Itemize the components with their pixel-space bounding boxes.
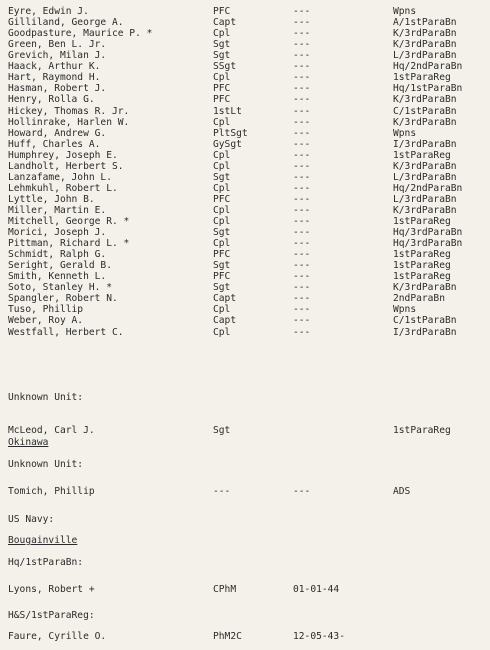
- rank-cell: Sgt: [213, 39, 231, 51]
- unit-cell: 1stParaReg: [393, 249, 451, 261]
- date-cell: ---: [293, 39, 311, 51]
- unit-cell: K/3rdParaBn: [393, 28, 457, 40]
- name-cell: Smith, Kenneth L.: [8, 271, 107, 283]
- section-label-unknown-unit: Unknown Unit:: [8, 392, 84, 403]
- unit-cell: C/1stParaBn: [393, 105, 457, 117]
- date-cell: ---: [293, 83, 311, 95]
- date-cell: ---: [293, 260, 311, 272]
- unit-cell: K/3rdParaBn: [393, 204, 457, 216]
- name-cell: Schmidt, Ralph G.: [8, 249, 107, 261]
- rank-cell: Sgt: [213, 171, 231, 183]
- name-cell: Hart, Raymond H.: [8, 72, 101, 84]
- date-cell: ---: [293, 282, 311, 294]
- section-label-hq-1stparabn: Hq/1stParaBn:: [8, 557, 84, 568]
- rank-cell: PFC: [213, 249, 231, 261]
- rank-cell: Cpl: [213, 304, 231, 316]
- date-cell: ---: [293, 28, 311, 40]
- date-cell: ---: [293, 193, 311, 205]
- rank-cell: Sgt: [213, 260, 231, 272]
- rank-cell: Sgt: [213, 227, 231, 238]
- rank-cell: Capt: [213, 293, 237, 305]
- name-cell: Westfall, Herbert C.: [8, 326, 124, 338]
- rank-cell: PhM2C: [213, 631, 242, 642]
- date-cell: ---: [293, 138, 311, 150]
- unit-cell: K/3rdParaBn: [393, 160, 457, 172]
- date-cell: ---: [293, 315, 311, 327]
- rank-cell: Sgt: [213, 50, 231, 62]
- date-cell: ---: [293, 127, 311, 139]
- name-cell: Goodpasture, Maurice P. *: [8, 28, 153, 40]
- date-cell: ---: [293, 17, 311, 29]
- unit-cell: A/1stParaBn: [393, 17, 457, 29]
- date-cell: ---: [293, 72, 311, 84]
- unit-cell: Hq/1stParaBn: [393, 83, 463, 95]
- rank-cell: PFC: [213, 94, 231, 106]
- rank-cell: PFC: [213, 193, 231, 205]
- date-cell: ---: [293, 238, 311, 250]
- unit-cell: Hq/3rdParaBn: [393, 238, 463, 250]
- section-heading-bougainville: Bougainville: [8, 535, 78, 546]
- name-cell: Hickey, Thomas R. Jr.: [8, 105, 130, 117]
- rank-cell: CPhM: [213, 584, 237, 595]
- name-cell: Landholt, Herbert S.: [8, 160, 124, 172]
- name-cell: Grevich, Milan J.: [8, 50, 107, 62]
- table-row-lyons: [0, 584, 490, 596]
- name-cell: Eyre, Edwin J.: [8, 6, 89, 17]
- name-cell: Lanzafame, John L.: [8, 171, 112, 183]
- name-cell: Green, Ben L. Jr.: [8, 39, 107, 51]
- rank-cell: Cpl: [213, 72, 231, 84]
- date-cell: 12-05-43-: [293, 631, 345, 642]
- rank-cell: Cpl: [213, 149, 231, 161]
- rank-cell: Cpl: [213, 160, 231, 172]
- unit-cell: 1stParaReg: [393, 425, 451, 436]
- date-cell: ---: [293, 94, 311, 106]
- name-cell: Seright, Gerald B.: [8, 260, 112, 272]
- rank-cell: Cpl: [213, 28, 231, 40]
- rank-cell: PltSgt: [213, 127, 248, 139]
- section-label-unknown-unit-2: Unknown Unit:: [8, 459, 84, 470]
- name-cell: Henry, Rolla G.: [8, 94, 95, 106]
- unit-cell: Wpns: [393, 6, 417, 17]
- date-cell: ---: [293, 293, 311, 305]
- name-cell: Morici, Joseph J.: [8, 227, 107, 238]
- table-row-mcleod: [0, 425, 490, 437]
- rank-cell: ---: [213, 486, 231, 497]
- unit-cell: Hq/3rdParaBn: [393, 227, 463, 238]
- date-cell: ---: [293, 6, 311, 17]
- rank-cell: Cpl: [213, 116, 231, 128]
- rank-cell: 1stLt: [213, 105, 242, 117]
- unit-cell: K/3rdParaBn: [393, 94, 457, 106]
- name-cell: Spangler, Robert N.: [8, 293, 118, 305]
- date-cell: ---: [293, 61, 311, 73]
- unit-cell: C/1stParaBn: [393, 315, 457, 327]
- unit-cell: 1stParaReg: [393, 271, 451, 283]
- unit-cell: K/3rdParaBn: [393, 282, 457, 294]
- rank-cell: Sgt: [213, 282, 231, 294]
- unit-cell: 1stParaReg: [393, 72, 451, 84]
- section-heading-okinawa: Okinawa: [8, 437, 49, 448]
- date-cell: ---: [293, 149, 311, 161]
- date-cell: ---: [293, 105, 311, 117]
- rank-cell: Cpl: [213, 326, 231, 338]
- table-row-tomich: [0, 486, 490, 498]
- rank-cell: Cpl: [213, 238, 231, 250]
- unit-cell: Hq/2ndParaBn: [393, 182, 463, 194]
- date-cell: ---: [293, 326, 311, 338]
- date-cell: ---: [293, 304, 311, 316]
- date-cell: ---: [293, 171, 311, 183]
- rank-cell: PFC: [213, 6, 231, 17]
- unit-cell: I/3rdParaBn: [393, 138, 457, 150]
- unit-cell: L/3rdParaBn: [393, 171, 457, 183]
- date-cell: ---: [293, 160, 311, 172]
- date-cell: ---: [293, 271, 311, 283]
- unit-cell: I/3rdParaBn: [393, 326, 457, 338]
- rank-cell: SSgt: [213, 61, 237, 73]
- table-row-faure: [0, 631, 490, 643]
- unit-cell: Hq/2ndParaBn: [393, 61, 463, 73]
- unit-cell: Wpns: [393, 304, 417, 316]
- date-cell: ---: [293, 486, 311, 497]
- name-cell: Soto, Stanley H. *: [8, 282, 112, 294]
- name-cell: Lehmkuhl, Robert L.: [8, 182, 118, 194]
- name-cell: McLeod, Carl J.: [8, 425, 95, 436]
- rank-cell: Sgt: [213, 425, 231, 436]
- name-cell: Tuso, Phillip: [8, 304, 84, 316]
- name-cell: Faure, Cyrille O.: [8, 631, 107, 642]
- unit-cell: 2ndParaBn: [393, 293, 445, 305]
- rank-cell: Cpl: [213, 182, 231, 194]
- section-label-us-navy: US Navy:: [8, 514, 55, 525]
- name-cell: Miller, Martin E.: [8, 204, 107, 216]
- name-cell: Weber, Roy A.: [8, 315, 84, 327]
- unit-cell: Wpns: [393, 127, 417, 139]
- unit-cell: K/3rdParaBn: [393, 116, 457, 128]
- name-cell: Howard, Andrew G.: [8, 127, 107, 139]
- rank-cell: GySgt: [213, 138, 242, 150]
- name-cell: Humphrey, Joseph E.: [8, 149, 118, 161]
- date-cell: ---: [293, 50, 311, 62]
- section-label-hs-1stparareg: H&S/1stParaReg:: [8, 610, 95, 621]
- unit-cell: 1stParaReg: [393, 216, 451, 227]
- name-cell: Gilliland, George A.: [8, 17, 124, 29]
- date-cell: ---: [293, 249, 311, 261]
- name-cell: Mitchell, George R. *: [8, 216, 130, 227]
- name-cell: Huff, Charles A.: [8, 138, 101, 150]
- unit-cell: 1stParaReg: [393, 260, 451, 272]
- table-row: [0, 327, 490, 339]
- rank-cell: Capt: [213, 315, 237, 327]
- name-cell: Lyttle, John B.: [8, 193, 95, 205]
- name-cell: Pittman, Richard L. *: [8, 238, 130, 250]
- date-cell: ---: [293, 116, 311, 128]
- name-cell: Haack, Arthur K.: [8, 61, 101, 73]
- unit-cell: 1stParaReg: [393, 149, 451, 161]
- rank-cell: PFC: [213, 83, 231, 95]
- unit-cell: ADS: [393, 486, 411, 497]
- rank-cell: Capt: [213, 17, 237, 29]
- name-cell: Tomich, Phillip: [8, 486, 95, 497]
- date-cell: ---: [293, 182, 311, 194]
- rank-cell: Cpl: [213, 216, 231, 227]
- rank-cell: Cpl: [213, 204, 231, 216]
- unit-cell: L/3rdParaBn: [393, 50, 457, 62]
- unit-cell: K/3rdParaBn: [393, 39, 457, 51]
- date-cell: ---: [293, 216, 311, 227]
- name-cell: Lyons, Robert +: [8, 584, 95, 595]
- date-cell: ---: [293, 227, 311, 238]
- unit-cell: L/3rdParaBn: [393, 193, 457, 205]
- name-cell: Hollinrake, Harlen W.: [8, 116, 130, 128]
- rank-cell: PFC: [213, 271, 231, 283]
- name-cell: Hasman, Robert J.: [8, 83, 107, 95]
- date-cell: ---: [293, 204, 311, 216]
- date-cell: 01-01-44: [293, 584, 340, 595]
